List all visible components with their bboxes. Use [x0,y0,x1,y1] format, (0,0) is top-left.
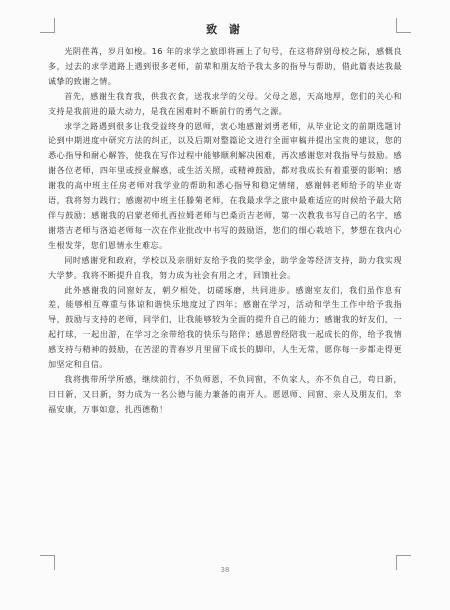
paragraph-teachers: 求学之路遇到很多让我受益终身的恩师，衷心地感谢刘勇老师，从毕业论文的前期选题讨论到中期进度中研究方法的纠正，以及后期对整篇论文进行全面审稿并提出宝贵的建议，您的悉心指导和耐心解答，使我在写作过程中能够顺利解决困难，再次感谢您对我指导与鼓励。感谢各位老师，四年里或授业解惑，或生活关照，或精神鼓励，都对我成长有着重要的影响；感谢我的高中班主任房老师对我学业的帮助和悉心指导和稳定情绪，感谢韩老师给予的毕业寄语，我将努力践行；感谢初中班主任滕菊老师，在我最求学之旅中最难适应的时候给予最大陪伴与鼓励；感谢我的启蒙老师扎西拉姆老师与巴桑贡吉老师，第一次教我书写自己的名字，感谢塔吉老师与洛追老师每一次在作业批改中书写的鼓励语，您们的细心栽培下，梦想在我内心生根发芽，您们恩情永生难忘。 [48,120,402,250]
document-body [48,22,402,417]
paragraph-closing: 我将携带所学所感，继续前行，不负师恩，不负同窗，不负家人，亦不负自己，苟日新，日日新，又日新，努力成为一名公德与能力兼备的南开人。愿恩师、同窗、亲人及朋友们，幸福安康，万事如意，扎西德勒！ [48,373,402,414]
paragraph-government: 同时感谢党和政府，学校以及亲朋好友给予我的奖学金，助学金等经济支持，助力我实现大学梦。我将不断提升自我，努力成为社会有用之才，回馈社会。 [48,254,402,280]
page-number: 38 [220,566,230,574]
page-title: 致 谢 [206,23,244,36]
paragraph-intro: 光阴荏苒，岁月如梭。16 年的求学之旅即将画上了句号，在这将辞别母校之际，感慨良多，过去的求学道路上遇到很多老师，前辈和朋友给予我太多的指导与帮助，借此篇表达我最诚挚的致谢之情。 [48,46,402,86]
paragraph-parents: 首先，感谢生我育我，供我衣食，送我求学的父母。父母之恩，天高地厚，您们的关心和支持是我前进的最大动力，是我在困难时不断前行的勇气之源。 [48,90,402,116]
paragraph-classmates: 此外感谢我的同窗好友，朝夕相处，切磋琢磨，共同进步。感谢室友们，我们虽作息有差，能够相互尊重与体谅和谐快乐地度过了四年；感谢在学习，活动和学生工作中给予我指导，鼓励与支持的老师，同学们，让我能够较为全面的提升自己的能力；感谢我的好友们，一起打球，一起出游，在学习之余带给我的快乐与陪伴；感恩曾经陪我一起成长的你，给予我情感支持与精神的鼓励，在苦涩的青春岁月里留下成长的脚印，人生无常，愿你每一步都走得更加坚定和自信。 [48,284,402,370]
